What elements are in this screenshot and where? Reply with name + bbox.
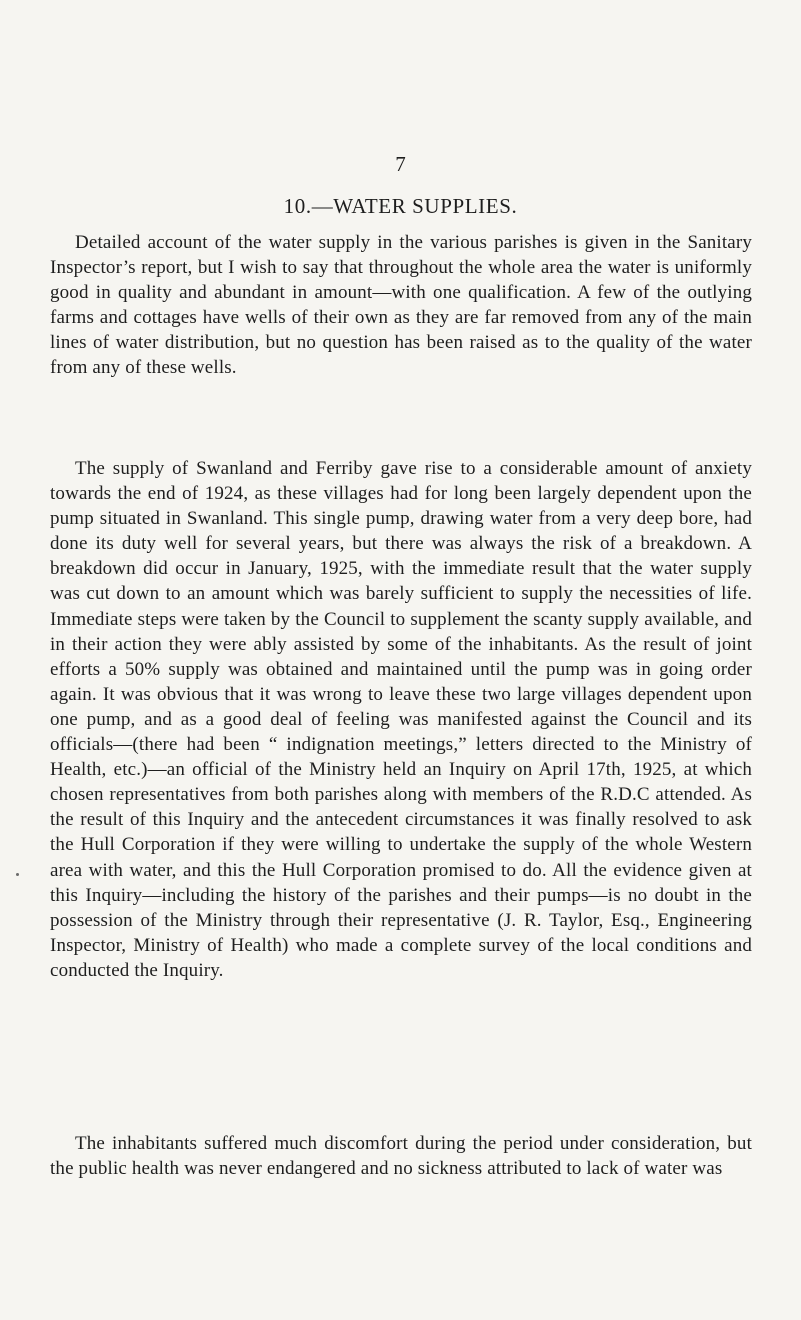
paragraph-swanland-ferriby-supply: The supply of Swanland and Ferriby gave rise to a considerable amount of anxiety towards the end of 1924, as these villages had for long been largely dependent upon the pump situated in Swanland. This single pump, drawing water from a very deep bore, had done its duty well for several years, but there was always the risk of a breakdown. A breakdown did occur in January, 1925, with the immediate result that the water supply was cut down to an amount which was barely sufficient to supply the necessities of life. Immediate steps were taken by the Council to supplement the scanty supply available, and in their action they were ably assisted by some of the inhabitants. As the result of joint efforts a 50% supply was obtained and maintained until the pump was in going order again. It was obvious that it was wrong to leave these two large villages dependent upon one pump, and as a good deal of feeling was manifested against the Council and its officials—(there had been “ indignation meetings,” letters directed to the Ministry of Health, etc.)—an official of the Ministry held an Inquiry on April 17th, 1925, at which chosen representatives from both parishes along with members of the R.D.C attended. As the result of this Inquiry and the antecedent circumstances it was finally resolved to ask the Hull Corporation if they were willing to undertake the supply of the whole Western area with water, and this the Hull Corporation promised to do. All the evidence given at this Inquiry—including the history of the parishes and their pumps—is no doubt in the possession of the Ministry through their representative (J. R. Taylor, Esq., Engineering Inspector, Ministry of Health) who made a complete survey of the local conditions and conducted the Inquiry. <box>50 458 752 981</box>
paragraph-public-health: The inhabitants suffered much discomfort during the period under consideration, but the public health was never endangered and no sickness attributed to lack of water was <box>50 1133 752 1180</box>
paper-speck <box>16 873 19 876</box>
page-number: 7 <box>395 152 406 176</box>
paragraph-water-quality: Detailed account of the water supply in the various parishes is given in the Sanitary Inspector’s report, but I wish to say that throughout the whole area the water is uniformly good in quality and abundant in amount—with one qualification. A few of the outlying farms and cottages have wells of their own as they are far removed from any of the main lines of water distribution, but no question has been raised as to the quality of the water from any of these wells. <box>50 232 752 379</box>
section-heading: 10.—WATER SUPPLIES. <box>283 194 518 218</box>
